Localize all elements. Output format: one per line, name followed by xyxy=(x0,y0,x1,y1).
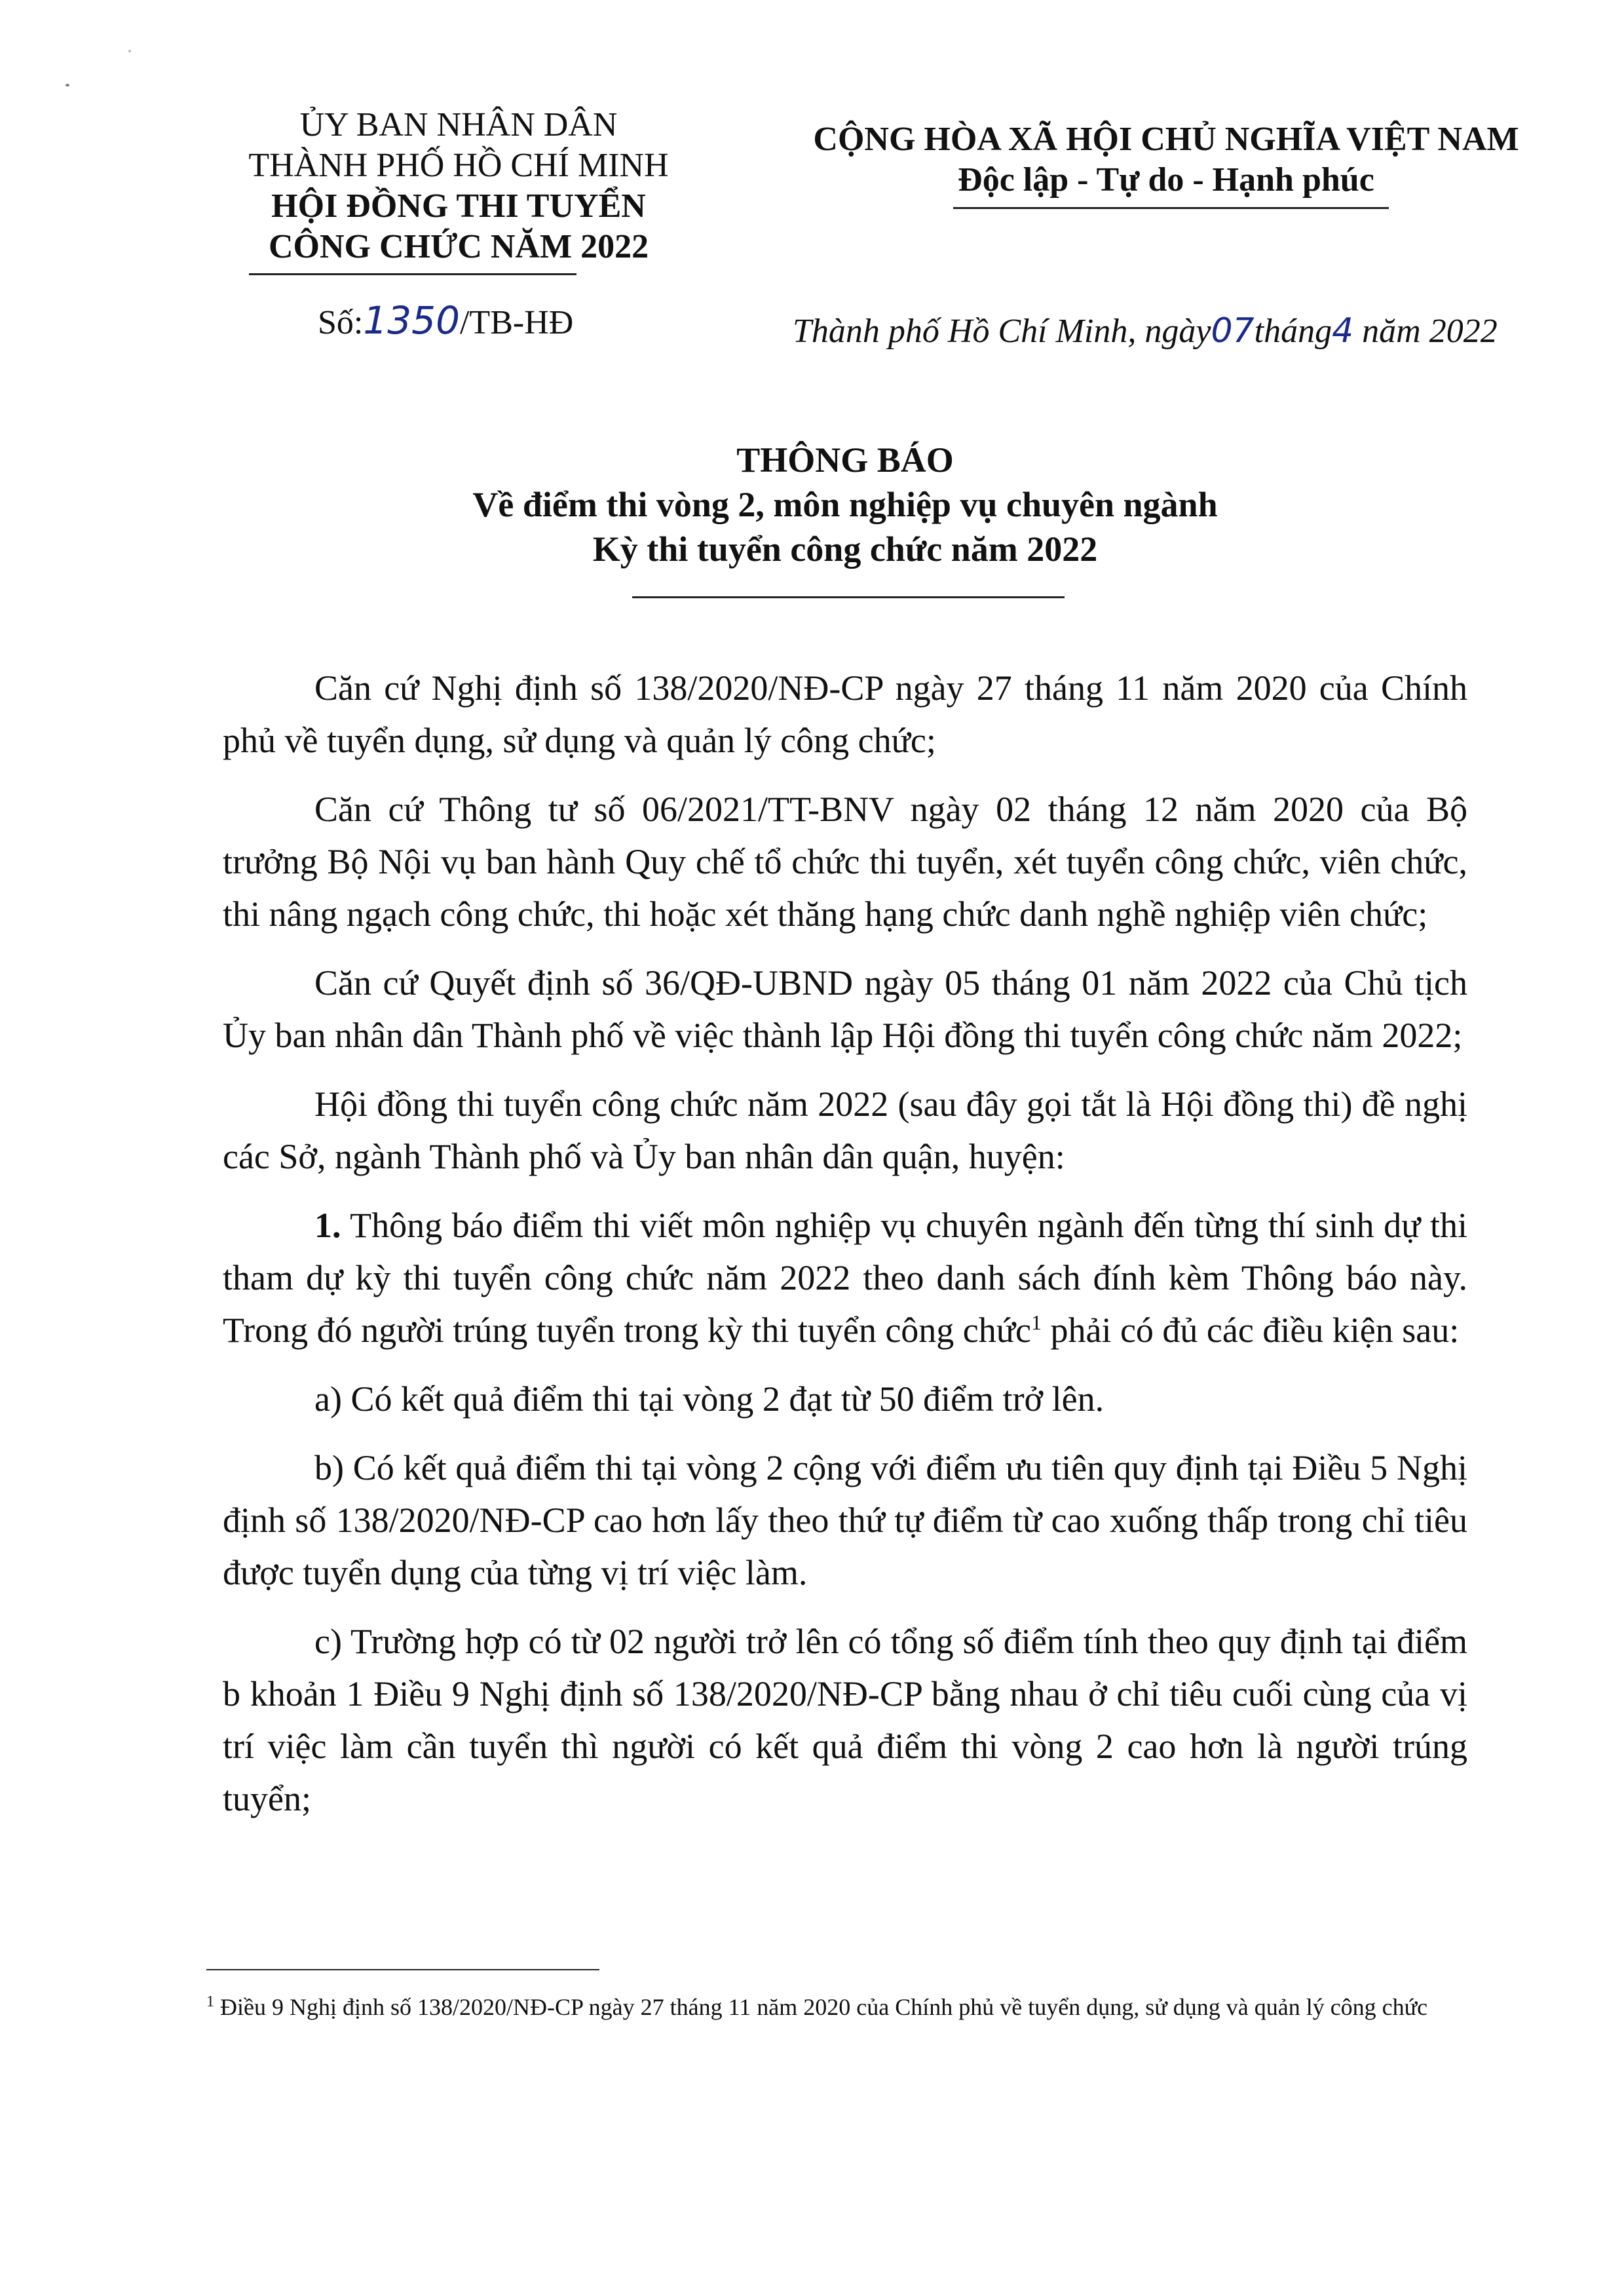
item-1-text: Thông báo điểm thi viết môn nghiệp vụ chuyên ngành đến từng thí sinh dự thi tham dự kỳ thi tuyển công chức năm 2022 theo danh sách đính kèm Thông báo này. Trong đó người trúng tuyển trong kỳ thi tuyển công chức xyxy=(223,1206,1467,1350)
legal-basis-decision: Căn cứ Quyết định số 36/QĐ-UBND ngày 05 tháng 01 năm 2022 của Chủ tịch Ủy ban nhân dân Thành phố về việc thành lập Hội đồng thi tuyển công chức năm 2022; xyxy=(223,963,1467,1055)
condition-c: c) Trường hợp có từ 02 người trở lên có tổng số điểm tính theo quy định tại điểm b khoản 1 Điều 9 Nghị định số 138/2020/NĐ-CP bằng nhau ở chỉ tiêu cuối cùng của vị trí việc làm cần tuyển thì người có kết quả điểm thi vòng 2 cao hơn là người trúng tuyển; xyxy=(223,1622,1467,1818)
issue-date-day-handwritten: 07 xyxy=(1211,311,1255,351)
item-1-text-cont: phải có đủ các điều kiện sau: xyxy=(1041,1311,1460,1350)
notice-title-block xyxy=(223,438,1467,571)
national-motto-block xyxy=(773,119,1559,201)
council-request: Hội đồng thi tuyển công chức năm 2022 (sau đây gọi tắt là Hội đồng thi) đề nghị các Sở, ngành Thành phố và Ủy ban nhân dân quận, huyện: xyxy=(223,1084,1467,1176)
document-number-prefix: Số: xyxy=(318,304,364,341)
legal-basis-decree: Căn cứ Nghị định số 138/2020/NĐ-CP ngày 27 tháng 11 năm 2020 của Chính phủ về tuyển dụng, sử dụng và quản lý công chức; xyxy=(223,668,1467,760)
agency-parent-line1: ỦY BAN NHÂN DÂN xyxy=(299,106,618,144)
footnote-separator xyxy=(206,1969,599,1970)
national-motto: Độc lập - Tự do - Hạnh phúc xyxy=(958,161,1374,199)
legal-basis-circular: Căn cứ Thông tư số 06/2021/TT-BNV ngày 02 tháng 12 năm 2020 của Bộ trưởng Bộ Nội vụ ban hành Quy chế tổ chức thi tuyển, xét tuyển công chức, viên chức, thi nâng ngạch công chức, thi hoặc xét thăng hạng chức danh nghề nghiệp viên chức; xyxy=(223,790,1467,934)
scan-speck xyxy=(66,84,69,86)
issue-date-month-handwritten: 4 xyxy=(1332,311,1354,351)
issue-date-year: năm 2022 xyxy=(1353,313,1498,350)
issue-date-month-label: tháng xyxy=(1254,313,1332,350)
document-number xyxy=(318,298,573,343)
notice-subtitle: Về điểm thi vòng 2, môn nghiệp vụ chuyên ngành xyxy=(472,485,1218,524)
notice-subtitle-exam: Kỳ thi tuyển công chức năm 2022 xyxy=(592,529,1098,569)
footnote-text: Điều 9 Nghị định số 138/2020/NĐ-CP ngày 27 tháng 11 năm 2020 của Chính phủ về tuyển dụng, sử dụng và quản lý công chức xyxy=(214,1994,1428,2020)
agency-parent-line2: THÀNH PHỐ HỒ CHÍ MINH xyxy=(248,147,669,184)
title-underline xyxy=(632,596,1065,598)
country-name: CỘNG HÒA XÃ HỘI CHỦ NGHĨA VIỆT NAM xyxy=(813,121,1519,158)
item-1-number: 1. xyxy=(314,1206,341,1245)
issue-date-place: Thành phố Hồ Chí Minh, ngày xyxy=(793,313,1211,350)
condition-b: b) Có kết quả điểm thi tại vòng 2 cộng với điểm ưu tiên quy định tại Điều 5 Nghị định số 138/2020/NĐ-CP cao hơn lấy theo thứ tự điểm từ cao xuống thấp trong chỉ tiêu được tuyển dụng của từng vị trí việc làm. xyxy=(223,1448,1467,1592)
issue-date xyxy=(793,311,1498,351)
agency-name-line2: CÔNG CHỨC NĂM 2022 xyxy=(268,228,649,265)
document-number-handwritten: 1350 xyxy=(363,298,460,343)
issuing-agency-block xyxy=(216,105,701,267)
notice-body xyxy=(223,662,1467,1841)
footnote-marker: 1 xyxy=(206,1993,214,2010)
condition-a: a) Có kết quả điểm thi tại vòng 2 đạt từ 50 điểm trở lên. xyxy=(314,1379,1105,1419)
item-1-score-notice xyxy=(223,1199,1467,1356)
notice-title: THÔNG BÁO xyxy=(736,440,954,480)
motto-underline xyxy=(953,207,1389,209)
footnote xyxy=(206,1992,1471,2022)
document-number-suffix: /TB-HĐ xyxy=(459,304,574,341)
scan-speck xyxy=(128,50,131,52)
agency-name-line1: HỘI ĐỒNG THI TUYỂN xyxy=(271,187,646,225)
footnote-ref: 1 xyxy=(1030,1311,1042,1334)
agency-underline xyxy=(249,273,576,275)
